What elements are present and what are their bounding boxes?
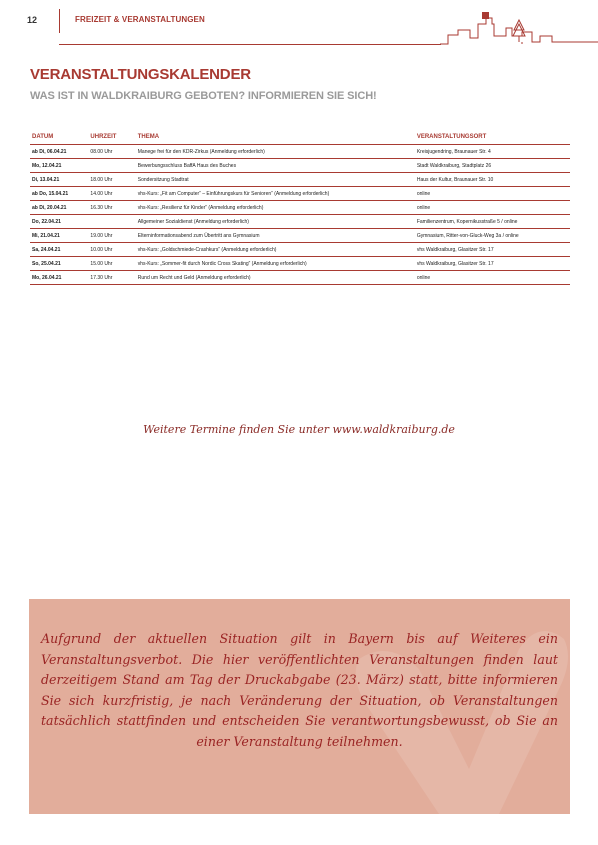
event-time: 16.30 Uhr <box>88 201 135 215</box>
table-row <box>30 271 570 285</box>
event-date: Sa, 24.04.21 <box>30 243 88 257</box>
table-row <box>30 173 570 187</box>
column-header-topic: THEMA <box>136 130 415 145</box>
event-time <box>88 215 135 229</box>
town-skyline-icon <box>440 10 598 46</box>
page-subtitle: WAS IST IN WALDKRAIBURG GEBOTEN? INFORMIEREN SIE SICH! <box>30 90 377 102</box>
event-place: online <box>415 187 570 201</box>
column-header-date: DATUM <box>30 130 88 145</box>
event-date: Di, 13.04.21 <box>30 173 88 187</box>
table-row <box>30 187 570 201</box>
table-header-row <box>30 130 570 145</box>
event-topic: vhs-Kurs: „Fit am Computer“ – Einführungskurs für Senioren“ (Anmeldung erforderlich) <box>136 187 415 201</box>
event-topic: Sondersitzung Stadtrat <box>136 173 415 187</box>
event-topic: vhs-Kurs: „Resilienz für Kinder“ (Anmeldung erforderlich) <box>136 201 415 215</box>
event-time <box>88 159 135 173</box>
event-place: vhs Waldkraiburg, Glasitzer Str. 17 <box>415 243 570 257</box>
column-header-time: UHRZEIT <box>88 130 135 145</box>
event-date: Do, 22.04.21 <box>30 215 88 229</box>
event-time: 15.00 Uhr <box>88 257 135 271</box>
events-table <box>30 130 570 285</box>
event-place: online <box>415 201 570 215</box>
event-date: Mo, 12.04.21 <box>30 159 88 173</box>
event-time: 10.00 Uhr <box>88 243 135 257</box>
table-row <box>30 229 570 243</box>
section-label: FREIZEIT & VERANSTALTUNGEN <box>75 15 205 24</box>
header-rule <box>59 44 441 45</box>
event-place: Kreisjugendring, Braunauer Str. 4 <box>415 145 570 159</box>
event-time: 08.00 Uhr <box>88 145 135 159</box>
event-topic: Elterninformationsabend zum Übertritt ans Gymnasium <box>136 229 415 243</box>
table-row <box>30 257 570 271</box>
table-row <box>30 159 570 173</box>
event-time: 17.30 Uhr <box>88 271 135 285</box>
event-date: ab Di, 20.04.21 <box>30 201 88 215</box>
table-row <box>30 243 570 257</box>
page-number: 12 <box>27 15 38 25</box>
event-place: Stadt Waldkraiburg, Stadtplatz 26 <box>415 159 570 173</box>
event-topic: vhs-Kurs: „Goldschmiede-Crashkurs“ (Anmeldung erforderlich) <box>136 243 415 257</box>
event-time: 18.00 Uhr <box>88 173 135 187</box>
event-date: Mi, 21.04.21 <box>30 229 88 243</box>
table-row <box>30 201 570 215</box>
notice-text: Aufgrund der aktuellen Situation gilt in Bayern bis auf Weiteres ein Veranstaltungsverbot. Die hier veröffentlichten Veranstaltungen finden laut derzeitigem Stand am Tag der Druckabgabe (23. März) statt, bitte informieren Sie sich kurzfristig, je nach Veränderung der Situation, ob Veranstaltungen tatsächlich stattfinden und entscheiden Sie verantwortungsbewusst, ob Sie an einer Veranstaltung teilnehmen. <box>41 631 558 749</box>
event-topic: Rund um Recht und Geld (Anmeldung erforderlich) <box>136 271 415 285</box>
event-date: ab Do, 15.04.21 <box>30 187 88 201</box>
event-topic: Manege frei für den KDR-Zirkus (Anmeldung erforderlich) <box>136 145 415 159</box>
event-topic: Allgemeiner Sozialdienst (Anmeldung erforderlich) <box>136 215 415 229</box>
event-place: Familienzentrum, Kopernikusstraße 5 / online <box>415 215 570 229</box>
event-topic: vhs-Kurs: „Sommer-fit durch Nordic Cross Skating“ (Anmeldung erforderlich) <box>136 257 415 271</box>
event-place: online <box>415 271 570 285</box>
event-place: Gymnasium, Ritter-von-Gluck-Weg 3a / online <box>415 229 570 243</box>
more-events-link-text: Weitere Termine finden Sie unter www.waldkraiburg.de <box>143 423 455 436</box>
header-divider <box>59 9 60 33</box>
event-date: So, 25.04.21 <box>30 257 88 271</box>
page-title: VERANSTALTUNGSKALENDER <box>30 66 251 83</box>
event-time: 19.00 Uhr <box>88 229 135 243</box>
event-date: ab Di, 06.04.21 <box>30 145 88 159</box>
table-row <box>30 215 570 229</box>
column-header-place: VERANSTALTUNGSORT <box>415 130 570 145</box>
event-place: Haus der Kultur, Braunauer Str. 10 <box>415 173 570 187</box>
table-row <box>30 145 570 159</box>
event-topic: Bewerbungsschluss BaffA Haus des Buches <box>136 159 415 173</box>
event-time: 14.00 Uhr <box>88 187 135 201</box>
event-date: Mo, 26.04.21 <box>30 271 88 285</box>
event-place: vhs Waldkraiburg, Glasitzer Str. 17 <box>415 257 570 271</box>
notice-box <box>29 599 570 814</box>
